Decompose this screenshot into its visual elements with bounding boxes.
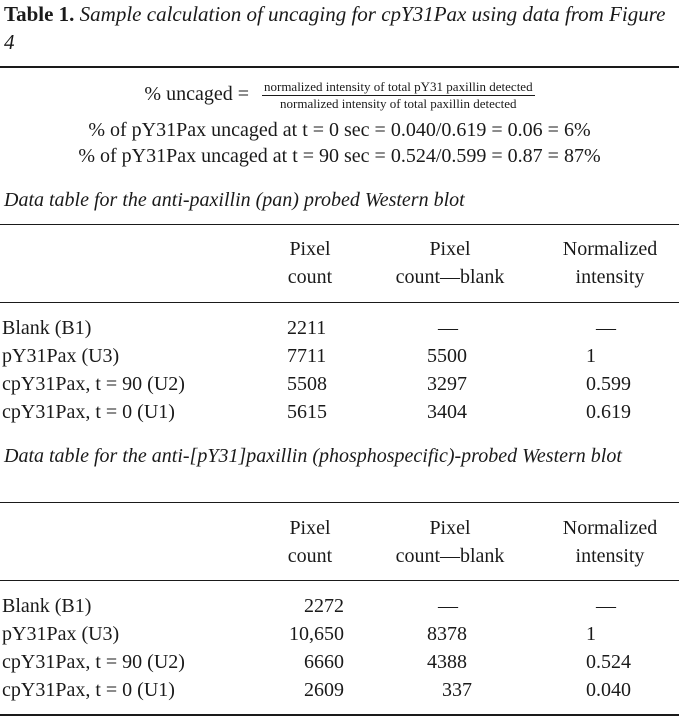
header-line: count—blank (395, 545, 505, 567)
table1-header-normalized-intensity (545, 235, 675, 291)
table2-header-normalized-intensity (545, 514, 675, 570)
cell-pixel-count: 5615 (287, 401, 327, 423)
header-line: Pixel (429, 238, 471, 260)
row-label: Blank (B1) (2, 595, 92, 617)
cell-pixel-count-blank: — (438, 595, 458, 617)
header-line: count—blank (395, 266, 505, 288)
cell-pixel-count-blank: 8378 (427, 623, 467, 645)
cell-pixel-count-blank: 337 (442, 679, 472, 701)
cell-pixel-count-blank: 5500 (427, 345, 467, 367)
table1-top-rule (0, 224, 679, 225)
formula-line-t90: % of pY31Pax uncaged at t = 90 sec = 0.524/0.599 = 0.87 = 87% (78, 145, 601, 167)
table2-header-rule (0, 580, 679, 581)
formula-line-t0: % of pY31Pax uncaged at t = 0 sec = 0.040/0.619 = 0.06 = 6% (88, 119, 591, 141)
cell-pixel-count: 7711 (287, 345, 327, 367)
cell-pixel-count-blank: 3297 (427, 373, 467, 395)
formula-lhs: % uncaged = (144, 83, 249, 106)
row-label: Blank (B1) (2, 317, 92, 339)
row-label: cpY31Pax, t = 90 (U2) (2, 651, 185, 673)
cell-pixel-count: 2272 (304, 595, 344, 617)
cell-pixel-count: 2609 (304, 679, 344, 701)
cell-pixel-count-blank: 4388 (427, 651, 467, 673)
table2-top-rule (0, 502, 679, 503)
header-line: Pixel (289, 517, 331, 539)
table1-header-pixel-count (250, 235, 370, 291)
cell-normalized-intensity: 0.599 (586, 373, 631, 395)
row-label: pY31Pax (U3) (2, 623, 120, 645)
header-line: Pixel (429, 517, 471, 539)
cell-normalized-intensity: 1 (586, 345, 596, 367)
table1-title: Data table for the anti-paxillin (pan) probed Western blot (4, 189, 465, 211)
formula-denominator: normalized intensity of total paxillin detected (280, 96, 517, 111)
top-rule (0, 66, 679, 68)
formula-fraction (262, 80, 535, 111)
cell-pixel-count-blank: — (438, 317, 458, 339)
cell-pixel-count: 2211 (287, 317, 327, 339)
cell-pixel-count: 6660 (304, 651, 344, 673)
table2-header-pixel-count-blank (370, 514, 530, 570)
uncaged-formula (0, 80, 679, 111)
bottom-rule (0, 714, 679, 716)
row-label: cpY31Pax, t = 90 (U2) (2, 373, 185, 395)
cell-pixel-count: 5508 (287, 373, 327, 395)
header-line: count (287, 266, 333, 288)
table-title: Sample calculation of uncaging for cpY31Pax using data from Figure 4 (4, 2, 666, 54)
header-line: Normalized (562, 517, 658, 539)
header-line: count (287, 545, 333, 567)
row-label: pY31Pax (U3) (2, 345, 120, 367)
row-label: cpY31Pax, t = 0 (U1) (2, 679, 175, 701)
header-line: Normalized (562, 238, 658, 260)
table1-header-pixel-count-blank (370, 235, 530, 291)
header-line: intensity (575, 266, 645, 288)
cell-normalized-intensity: — (596, 595, 616, 617)
table1-header-rule (0, 302, 679, 303)
table2-header-pixel-count (250, 514, 370, 570)
table-label: Table 1. (4, 2, 75, 26)
cell-pixel-count: 10,650 (289, 623, 344, 645)
header-line: Pixel (289, 238, 331, 260)
cell-normalized-intensity: 0.619 (586, 401, 631, 423)
row-label: cpY31Pax, t = 0 (U1) (2, 401, 175, 423)
cell-normalized-intensity: 1 (586, 623, 596, 645)
table-caption (4, 0, 674, 56)
table2-title: Data table for the anti-[pY31]paxillin (phosphospecific)-probed Western blot (4, 445, 622, 467)
cell-normalized-intensity: 0.040 (586, 679, 631, 701)
cell-normalized-intensity: 0.524 (586, 651, 631, 673)
formula-numerator: normalized intensity of total pY31 paxillin detected (263, 79, 533, 94)
cell-pixel-count-blank: 3404 (427, 401, 467, 423)
cell-normalized-intensity: — (596, 317, 616, 339)
header-line: intensity (575, 545, 645, 567)
